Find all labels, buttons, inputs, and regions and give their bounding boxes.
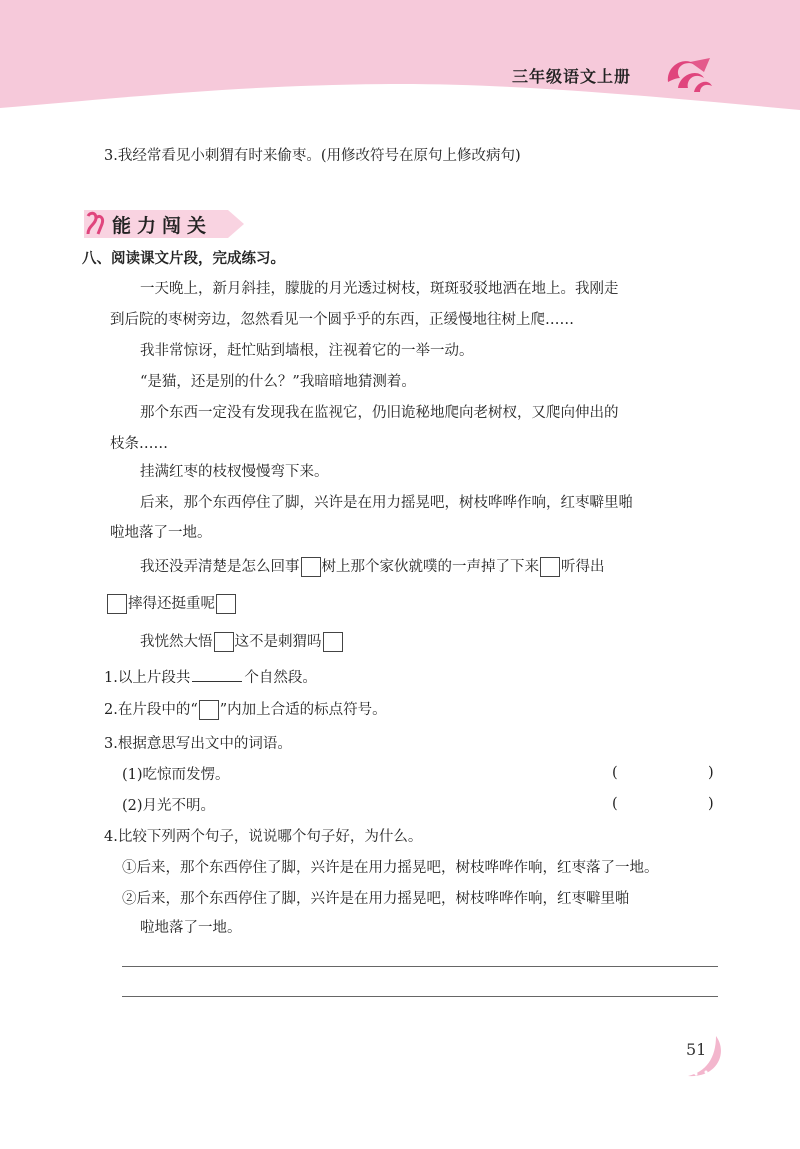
question-1-text-b: 个自然段。	[244, 670, 317, 686]
punctuation-box	[199, 700, 219, 720]
question-1	[104, 667, 317, 688]
page-number: 51	[686, 1040, 707, 1059]
question-4-sentence-1: ①后来，那个东西停住了脚，兴许是在用力摇晃吧，树枝哗哗作响，红枣落了一地。	[122, 860, 659, 876]
passage-p7-text-d: 摔得还挺重呢	[128, 596, 215, 612]
question-2-text-b: ”内加上合适的标点符号。	[219, 702, 387, 718]
book-title: 三年级语文上册	[512, 67, 632, 86]
part-8-heading: 八、阅读课文片段，完成练习。	[82, 251, 285, 267]
question-4-sentence-2-line2: 啦地落了一地。	[140, 920, 242, 936]
passage-p7-line2	[106, 594, 237, 614]
question-1-text-a: 1.以上片段共	[104, 670, 191, 686]
passage-p1-line2: 到后院的枣树旁边，忽然看见一个圆乎乎的东西，正缓慢地往树上爬……	[110, 312, 574, 328]
punctuation-box[interactable]	[301, 557, 321, 577]
passage-p3: “是猫，还是别的什么？”我暗暗地猜测着。	[140, 374, 416, 390]
passage-p6-line2: 啦地落了一地。	[110, 525, 212, 541]
passage-p4-line2: 枝条……	[110, 436, 168, 452]
passage-p5: 挂满红枣的枝杈慢慢弯下来。	[140, 464, 329, 480]
answer-paren-open: (	[612, 796, 618, 812]
question-3-item-2: (2)月光不明。	[122, 798, 216, 814]
passage-p8-text-a: 我恍然大悟	[140, 634, 213, 650]
punctuation-box[interactable]	[216, 594, 236, 614]
question-2-text-a: 2.在片段中的“	[104, 702, 198, 718]
answer-blank[interactable]	[192, 667, 242, 682]
question-3: 3.根据意思写出文中的词语。	[104, 736, 292, 752]
passage-p7-text-b: 树上那个家伙就噗的一声掉了下来	[321, 559, 539, 575]
answer-line[interactable]	[122, 996, 718, 997]
question-4-sentence-2-line1: ②后来，那个东西停住了脚，兴许是在用力摇晃吧，树枝哗哗作响，红枣噼里啪	[122, 891, 630, 907]
punctuation-box[interactable]	[540, 557, 560, 577]
passage-p4-line1: 那个东西一定没有发现我在监视它，仍旧诡秘地爬向老树杈，又爬向伸出的	[140, 405, 619, 421]
question-4: 4.比较下列两个句子，说说哪个句子好，为什么。	[104, 829, 423, 845]
answer-paren-close: )	[708, 796, 714, 812]
section-title: 能力闯关	[112, 215, 213, 237]
passage-p8-text-b: 这不是刺猬吗	[234, 634, 322, 650]
punctuation-box[interactable]	[323, 632, 343, 652]
passage-p2: 我非常惊讶，赶忙贴到墙根，注视着它的一举一动。	[140, 343, 474, 359]
passage-p7-text-a: 我还没弄清楚是怎么回事	[140, 559, 300, 575]
answer-paren-open: (	[612, 765, 618, 781]
passage-p7-line1	[140, 557, 605, 577]
previous-question-3: 3.我经常看见小刺猬有时来偷枣。(用修改符号在原句上修改病句)	[104, 148, 521, 164]
punctuation-box[interactable]	[107, 594, 127, 614]
punctuation-box[interactable]	[214, 632, 234, 652]
passage-p6-line1: 后来，那个东西停住了脚，兴许是在用力摇晃吧，树枝哗哗作响，红枣噼里啪	[140, 495, 633, 511]
swirl-logo-icon	[664, 52, 714, 96]
passage-p8	[140, 632, 344, 652]
question-3-item-1: (1)吃惊而发愣。	[122, 767, 230, 783]
question-2	[104, 700, 387, 720]
answer-paren-close: )	[708, 765, 714, 781]
passage-p7-text-c: 听得出	[561, 559, 605, 575]
passage-p1-line1: 一天晚上，新月斜挂，朦胧的月光透过树枝，斑斑驳驳地洒在地上。我刚走	[140, 281, 619, 297]
answer-line[interactable]	[122, 966, 718, 967]
